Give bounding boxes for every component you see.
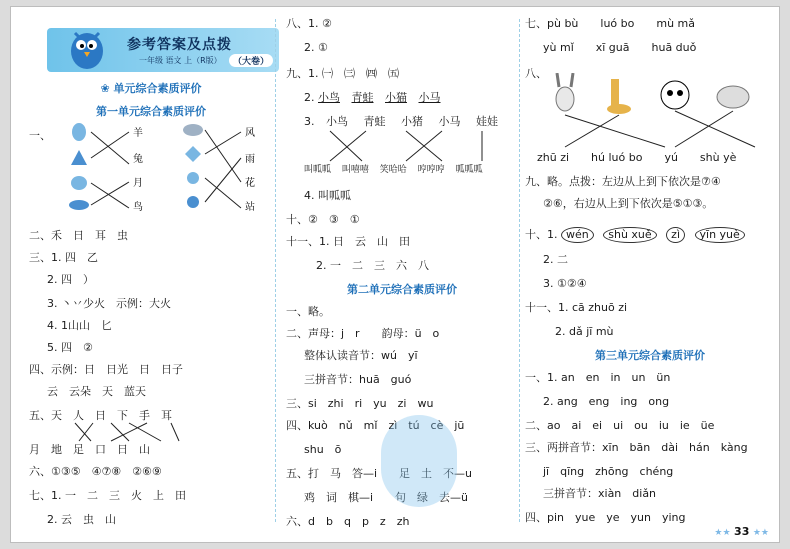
unit3-title: 第三单元综合素质评价 [595,349,705,362]
q9-sound: 呱呱呱 [455,165,483,175]
kite-icon [185,146,201,162]
answer-line: 四、kuò nǔ mǐ zì tú cè jū [286,419,465,432]
answer-line: 三拼音节：huā guó [304,373,412,386]
answer-line: 十、1. wén shù xuě zì yīn yuè [525,227,751,243]
answer-line: 整体认读音节：wú yī [304,349,418,362]
answer-line: 二、声母：j r 韵母：ü o [286,327,440,340]
answer-page [10,6,780,543]
q1-label: 一、 [29,129,51,142]
paw-icon: ❀ [100,82,110,95]
answer-line: jī qīng zhōng chéng [543,465,674,478]
answer-line: 2. 一 二 三 六 八 [316,259,429,272]
answer-line: 二、ao ai ei ui ou iu ie üe [525,419,715,432]
q9-3-word: 小鸟 [326,115,348,128]
matching-diagram [41,120,271,215]
right-word-4: 站 [245,202,255,213]
answer-line: ②⑥，右边从上到下依次是⑤①③。 [543,197,714,210]
q9-word: 小鸟 [318,91,340,104]
column-divider [519,19,520,522]
page-number-value: 33 [734,525,750,538]
answer-line: 2. ang eng ing ong [543,395,670,408]
left-word-1: 羊 [133,128,143,139]
q9-word: 青蛙 [351,91,374,104]
q9-sound: 哼哼哼 [417,165,445,175]
answer-line: 四、示例：日 日光 日 日子 [29,363,183,376]
right-word-2: 雨 [245,154,255,165]
answer-line: 月 地 足 口 日 山 [29,443,150,456]
answer-line: shu ō [304,443,342,456]
unit-eval-heading: ❀ 单元综合素质评价 [100,82,202,95]
answer-line: 十一、1. cā zhuō zi [525,301,628,314]
q9-matching-lines [322,129,512,163]
banner-title: 参考答案及点拨 [127,37,232,53]
q9-sound: 叫呱呱 [304,165,332,175]
answer-line: 2. 二 [543,253,568,266]
q9-3-word: 娃娃 [476,115,498,128]
left-word-4: 鸟 [133,202,143,213]
answer-line: 4. 1山山 匕 [47,319,112,332]
q9-sound: 叫嘻嘻 [341,165,369,175]
answer-line: 2. dǎ jī mù [555,325,614,338]
answer-line: 五、打 马 答—i 足 土 不—u [286,467,473,480]
answer-line: 十、② ③ ① [286,213,360,226]
right-word-1: 风 [245,128,255,139]
right-word-3: 花 [245,178,255,189]
answer-line: 三、1. 四 乙 [29,251,98,264]
pinyin-oval: yīn yuè [695,227,745,243]
answer-line: 2. 云 虫 山 [47,513,116,526]
pinyin-oval: shù xuě [603,227,656,243]
answer-line: 2. 四 ） [47,273,94,286]
q9-word: 小马 [418,91,441,104]
answer-line: 六、d b q p z zh [286,515,410,528]
left-word-3: 月 [133,178,143,189]
unit1-title: 第一单元综合素质评价 [96,105,206,118]
pinyin-oval: zì [666,227,685,243]
answer-line: 一、1. an en in un ün [525,371,671,384]
answer-line: 九、1. ㈠ ㈢ ㈣ ㈤ [286,67,399,80]
answer-line: 3. 小鸟 青蛙 小猪 小马 娃娃 [304,115,498,128]
hat-picture-icon [71,150,87,165]
pinyin-oval: wén [561,227,594,243]
answer-line: 云 云朵 天 蓝天 [47,385,146,398]
flower-icon [187,196,199,208]
boy-icon [187,172,199,184]
page-number [714,525,769,538]
answer-line: 十一、1. 日 云 山 田 [286,235,410,248]
banner-tag: （大卷） [229,54,273,67]
rabbit-icon [556,73,574,111]
q9-sound: 笑哈哈 [379,165,407,175]
answer-line: 三、si zhi ri yu zi wu [286,397,434,410]
q9-3-word: 青蛙 [363,115,386,128]
mascot-bird-icon [57,19,115,79]
left-word-2: 兔 [133,154,143,165]
answer-line: 九、略。点拨：左边从上到下依次是⑦④ [525,175,721,188]
answer-line: 三、两拼音节：xīn bān dài hán kàng [525,441,748,454]
answer-line: 八、 [525,67,547,80]
answer-line: 三拼音节：xiàn diǎn [543,487,657,500]
fish-picture-icon [69,200,89,210]
bird-picture-icon [71,176,87,190]
answer-line: 一、略。 [286,305,330,318]
q5-matching-lines [71,421,201,443]
banner-subtitle: 一年级 语文 上（R版） [139,56,222,65]
answer-line: 五、天 人 日 下 手 耳 [29,409,172,422]
q9-3-word: 小马 [438,115,461,128]
q9-word: 小猫 [385,91,407,104]
rain-cloud-icon [183,124,203,136]
answer-line: 八、1. ② [286,17,332,30]
unit2-title: 第二单元综合素质评价 [347,283,457,296]
star-icon: ★★ [714,528,731,538]
sheep-picture-icon [72,123,86,141]
answer-line: 七、pù bù luó bo mù mǎ [525,17,696,30]
answer-line: yù mǐ xī guā huā duǒ [543,41,697,54]
answer-line: 2. ① [304,41,328,54]
answer-line: 六、①③⑤ ④⑦⑧ ②⑥⑨ [29,465,162,478]
giraffe-icon [607,79,631,114]
answer-line: 2. 小鸟 青蛙 小猫 小马 [304,91,441,104]
column-divider [275,19,276,522]
answer-line [304,163,483,177]
cat-icon [717,86,749,108]
answer-line: 七、1. 一 二 三 火 上 田 [29,489,186,502]
answer-line: 5. 四 ② [47,341,93,354]
answer-line: 3. ①②④ [543,277,587,290]
star-icon: ★★ [752,528,769,538]
answer-line: 二、禾 日 耳 虫 [29,229,128,242]
q9-3-word: 小猪 [401,115,423,128]
answer-line: 鸡 词 棋—i 句 绿 去—ü [304,491,469,504]
panda-icon [661,81,689,109]
answer-line: 3. 丶丷少火 示例：大火 [47,297,171,310]
answer-line: 4. 叫呱呱 [304,189,351,202]
answer-line: 四、pin yue ye yun ying [525,511,686,524]
answer-line: zhū zi hú luó bo yú shù yè [537,151,737,164]
animal-matching-diagram [525,73,775,149]
watermark-shape [381,415,457,507]
